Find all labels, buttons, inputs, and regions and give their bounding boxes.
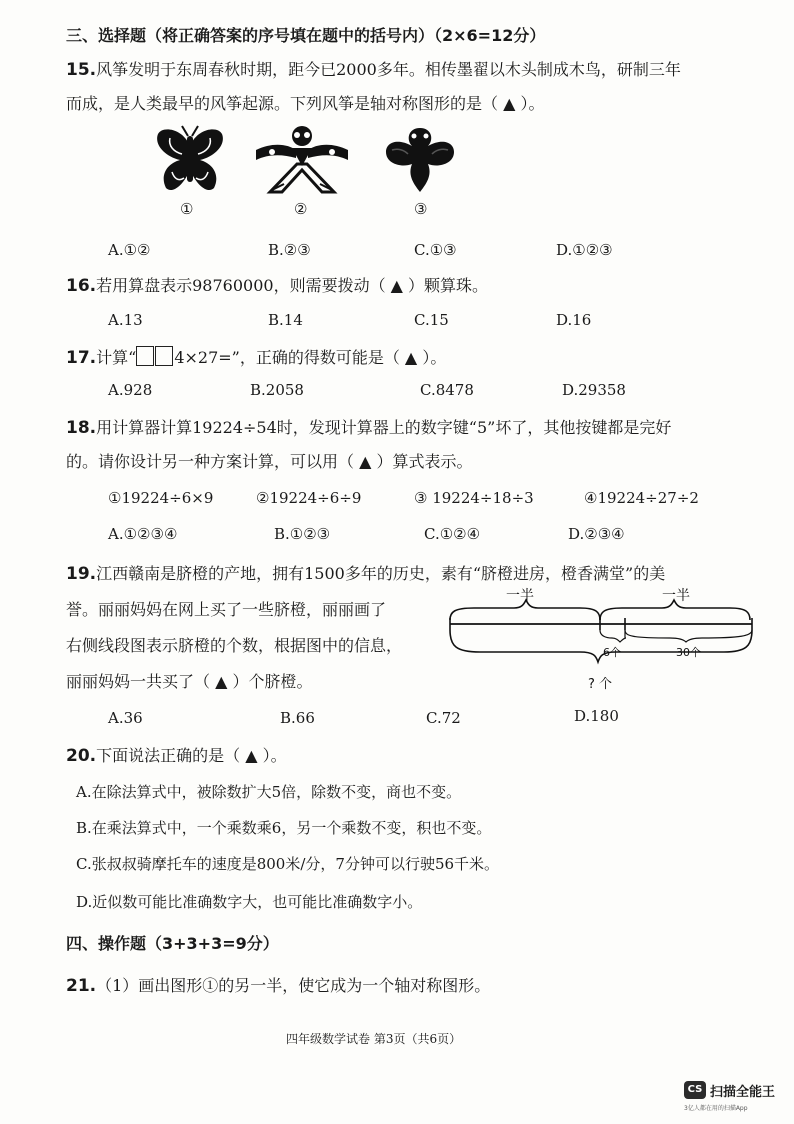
question-20-text: 下面说法正确的是（ ▲ ）。: [96, 746, 287, 765]
question-16-number: 16.: [66, 276, 97, 296]
question-19-option-c: C.72: [426, 709, 461, 727]
label-6: 6个: [603, 646, 621, 659]
question-17-option-a: A.928: [108, 381, 153, 399]
question-16-option-b: B.14: [268, 311, 303, 329]
section-3-title: 三、选择题（将正确答案的序号填在题中的括号内）（2×6=12分）: [66, 26, 546, 45]
kite-goldfish-icon: [378, 124, 462, 196]
question-18-option-d: D.②③④: [568, 525, 625, 543]
question-16-option-a: A.13: [108, 311, 143, 329]
question-15-option-c: C.①③: [414, 241, 457, 259]
question-16-option-c: C.15: [414, 311, 449, 329]
blank-box-1: [136, 346, 154, 366]
question-18-plan-2: ②19224÷6÷9: [256, 489, 362, 507]
question-18-plan-1: ①19224÷6×9: [108, 489, 214, 507]
question-15-option-d: D.①②③: [556, 241, 613, 259]
kite-label-1: ①: [180, 200, 194, 218]
question-16-line: [66, 276, 488, 296]
question-19-line1: [66, 564, 665, 584]
question-15-option-a: A.①②: [108, 241, 151, 259]
question-19-text1: 江西赣南是脐橙的产地，拥有1500多年的历史，素有“脐橙进房，橙香满堂”的美: [96, 564, 666, 583]
question-16-text: 若用算盘表示98760000，则需要拨动（ ▲ ）颗算珠。: [96, 276, 489, 295]
question-17-line: [66, 346, 446, 368]
question-21-number: 21.: [66, 976, 97, 996]
question-17-post: 4×27=”，正确的得数可能是（ ▲ ）。: [174, 348, 447, 367]
question-18-text1: 用计算器计算19224÷54时，发现计算器上的数字键“5”坏了，其他按键都是完好: [96, 418, 672, 437]
question-15-option-b: B.②③: [268, 241, 311, 259]
camscanner-logo-icon: CS: [684, 1081, 706, 1099]
question-15-text1: 风筝发明于东周春秋时期，距今已2000多年。相传墨翟以木头制成木鸟，研制三年: [96, 60, 681, 79]
question-20-option-b: B.在乘法算式中，一个乘数乘6，另一个乘数不变，积也不变。: [76, 819, 492, 837]
question-15-number: 15.: [66, 60, 97, 80]
question-18-option-c: C.①②④: [424, 525, 481, 543]
label-half-right: 一半: [662, 588, 690, 604]
question-17-option-b: B.2058: [250, 381, 304, 399]
question-20-number: 20.: [66, 746, 97, 766]
segment-diagram: [440, 586, 770, 696]
camscanner-brand-name: 扫描全能王: [710, 1085, 776, 1100]
kite-butterfly-icon: [150, 124, 230, 196]
question-21-text: （1）画出图形①的另一半，使它成为一个轴对称图形。: [96, 976, 491, 995]
question-19-option-b: B.66: [280, 709, 315, 727]
question-20-line: [66, 746, 287, 766]
question-18-number: 18.: [66, 418, 97, 438]
label-total: ? 个: [588, 677, 613, 692]
question-17-pre: 计算“: [96, 348, 137, 367]
question-21-line: [66, 976, 490, 996]
brace-small-30: [625, 630, 752, 642]
question-19-option-a: A.36: [108, 709, 143, 727]
section-4-title: 四、操作题（3+3+3=9分）: [66, 934, 279, 953]
question-18-plan-3: ③ 19224÷18÷3: [414, 489, 534, 507]
question-18-plan-4: ④19224÷27÷2: [584, 489, 699, 507]
question-15-line1: [66, 60, 681, 80]
question-19-line2: 誉。丽丽妈妈在网上买了一些脐橙，丽丽画了: [66, 600, 387, 619]
question-18-line2: 的。请你设计另一种方案计算，可以用（ ▲ ）算式表示。: [66, 452, 473, 471]
question-20-option-c: C.张叔叔骑摩托车的速度是800米/分，7分钟可以行驶56千米。: [76, 855, 500, 873]
kite-label-3: ③: [414, 200, 428, 218]
question-17-option-d: D.29358: [562, 381, 626, 399]
page-footer: 四年级数学试卷 第3页（共6页）: [286, 1032, 462, 1046]
question-17-number: 17.: [66, 348, 97, 368]
question-16-option-d: D.16: [556, 311, 592, 329]
question-19-number: 19.: [66, 564, 97, 584]
question-20-option-a: A.在除法算式中，被除数扩大5倍，除数不变，商也不变。: [76, 783, 462, 801]
label-half-left: 一半: [506, 588, 534, 604]
question-19-option-d: D.180: [574, 707, 619, 725]
brace-small-6: [600, 630, 626, 642]
question-19-line4: 丽丽妈妈一共买了（ ▲ ）个脐橙。: [66, 672, 313, 691]
question-18-option-b: B.①②③: [274, 525, 331, 543]
label-30: 30个: [676, 646, 701, 659]
question-18-option-a: A.①②③④: [108, 525, 178, 543]
question-15-line2: 而成，是人类最早的风筝起源。下列风筝是轴对称图形的是（ ▲ ）。: [66, 94, 545, 113]
question-17-option-c: C.8478: [420, 381, 474, 399]
blank-box-2: [155, 346, 173, 366]
camscanner-brand-subtitle: 3亿人都在用的扫描App: [684, 1105, 748, 1112]
question-20-option-d: D.近似数可能比准确数字大，也可能比准确数字小。: [76, 893, 423, 911]
question-18-line1: [66, 418, 671, 438]
question-19-line3: 右侧线段图表示脐橙的个数，根据图中的信息，: [66, 636, 403, 655]
kite-swallow-icon: [252, 124, 352, 196]
kite-label-2: ②: [294, 200, 308, 218]
